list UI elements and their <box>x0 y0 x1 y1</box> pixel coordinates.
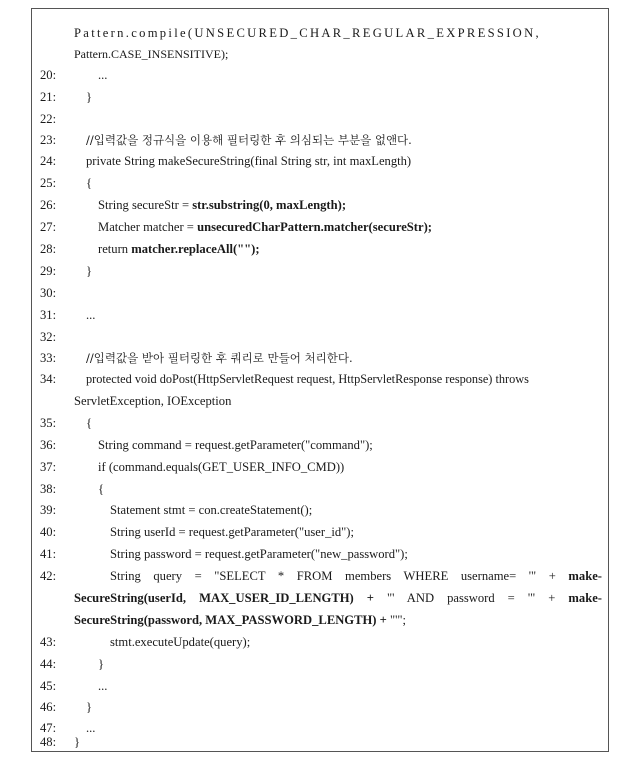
line-number: 34: <box>40 372 57 386</box>
code-text: } <box>86 700 93 714</box>
line-number: 20: <box>40 68 57 82</box>
code-text <box>110 569 602 584</box>
code-bold: matcher.replaceAll(""); <box>131 242 260 256</box>
line-number: 37: <box>40 460 57 474</box>
code-bold: SecureString(password, MAX_PASSWORD_LENGTH) + <box>74 613 390 627</box>
code-text: stmt.executeUpdate(query); <box>110 635 251 649</box>
line-number: 44: <box>40 657 57 671</box>
code-plain: "' AND password = '" + <box>387 591 569 605</box>
code-bold: make- <box>568 569 602 583</box>
code-text: } <box>86 264 93 278</box>
code-text: } <box>74 735 81 749</box>
line-number: 31: <box>40 308 57 322</box>
code-text: private String makeSecureString(final String str, int maxLength) <box>86 154 412 168</box>
code-plain: "'"; <box>389 613 407 627</box>
line-number: 40: <box>40 525 57 539</box>
line-number: 41: <box>40 547 57 561</box>
code-bold: unsecuredCharPattern.matcher(secureStr); <box>197 220 432 234</box>
code-bold: make- <box>568 591 602 605</box>
code-text: } <box>86 90 93 104</box>
code-text: String userId = request.getParameter("user_id"); <box>110 525 354 539</box>
line-number: 28: <box>40 242 57 256</box>
line-number: 38: <box>40 482 57 496</box>
line-number: 33: <box>40 351 57 365</box>
code-text <box>98 220 602 235</box>
code-text: if (command.equals(GET_USER_INFO_CMD)) <box>98 460 345 474</box>
code-text <box>98 242 602 257</box>
code-plain: Matcher matcher = <box>98 220 198 234</box>
code-plain: String secureStr = <box>98 198 193 212</box>
code-text: protected void doPost(HttpServletRequest request, HttpServletResponse response) throws <box>86 372 529 386</box>
code-text: ServletException, IOException <box>74 394 232 408</box>
code-text: { <box>86 176 93 190</box>
line-number: 24: <box>40 154 57 168</box>
line-number: 43: <box>40 635 57 649</box>
code-listing-box <box>31 8 609 752</box>
line-number: 42: <box>40 569 57 583</box>
code-text: { <box>86 416 93 430</box>
code-text <box>74 591 602 606</box>
code-text <box>98 198 602 213</box>
line-number: 29: <box>40 264 57 278</box>
code-text: String password = request.getParameter("new_password"); <box>110 547 408 561</box>
code-comment: //입력값을 정규식을 이용해 필터링한 후 의심되는 부분을 없앤다. <box>86 133 412 147</box>
code-text: ... <box>98 679 108 693</box>
line-number: 46: <box>40 700 57 714</box>
code-bold: SecureString(userId, MAX_USER_ID_LENGTH) + <box>74 591 387 605</box>
code-text: Pattern.CASE_INSENSITIVE); <box>74 47 229 61</box>
line-number: 26: <box>40 198 57 212</box>
line-number: 48: <box>40 735 57 749</box>
code-text: Statement stmt = con.createStatement(); <box>110 503 313 517</box>
code-text: String command = request.getParameter("command"); <box>98 438 373 452</box>
code-text: { <box>98 482 105 496</box>
line-number: 22: <box>40 112 57 126</box>
code-comment: //입력값을 받아 필터링한 후 쿼리로 만들어 처리한다. <box>86 351 353 365</box>
line-number: 47: <box>40 721 57 735</box>
line-number: 21: <box>40 90 57 104</box>
line-number: 23: <box>40 133 57 147</box>
line-number: 27: <box>40 220 57 234</box>
line-number: 35: <box>40 416 57 430</box>
line-number: 32: <box>40 330 57 344</box>
line-number: 36: <box>40 438 57 452</box>
code-text: Pattern.compile(UNSECURED_CHAR_REGULAR_EXPRESSION, <box>74 26 541 40</box>
code-plain: String query = "SELECT * FROM members WHERE username= '" + <box>110 569 569 583</box>
code-text <box>74 613 602 628</box>
code-text: } <box>98 657 105 671</box>
line-number: 30: <box>40 286 57 300</box>
code-bold: str.substring(0, maxLength); <box>192 198 347 212</box>
line-number: 45: <box>40 679 57 693</box>
code-text: ... <box>86 721 96 735</box>
line-number: 39: <box>40 503 57 517</box>
code-text: ... <box>86 308 96 322</box>
code-plain: return <box>98 242 132 256</box>
line-number: 25: <box>40 176 57 190</box>
code-text: ... <box>98 68 108 82</box>
